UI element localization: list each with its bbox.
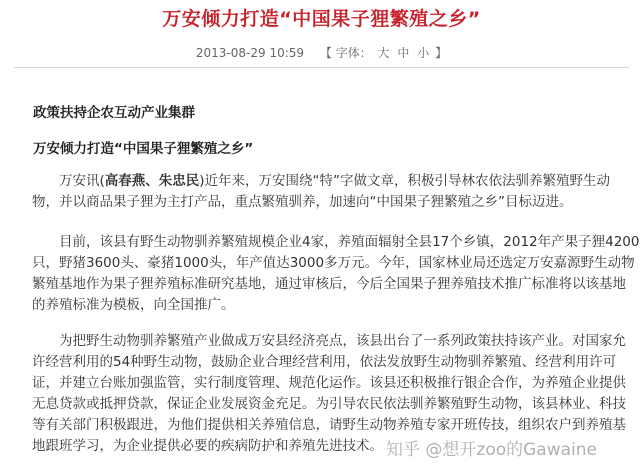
paragraph-line: 无息贷款或抵押贷款，保证企业发展资金充足。为引导农民依法驯养繁殖野生动物，该县林业、科技 bbox=[32, 396, 626, 412]
paragraph-line: 物，并以商品果子狸为主打产品，重点繁殖驯养，加速向“中国果子狸繁殖之乡”目标迈进。 bbox=[32, 194, 573, 210]
font-size-small-link[interactable]: 小 bbox=[417, 46, 430, 60]
author-names: 高春燕、朱忠民 bbox=[104, 173, 200, 189]
header-divider bbox=[14, 67, 629, 68]
paragraph-line: 目前，该县有野生动物驯养繁殖规模企业4家，养殖面辐射全县17个乡镇，2012年产果子狸4200 bbox=[59, 234, 640, 250]
watermark: 知乎 @想开zoo的Gawaine bbox=[386, 440, 597, 460]
paragraph-line: 等有关部门积极跟进，为他们提供相关养殖信息，请野生动物养殖专家开班传技，组织农户到养殖基 bbox=[32, 417, 626, 433]
paragraph-line: 为把野生动物驯养繁殖产业做成万安县经济亮点，该县出台了一系列政策扶持该产业。对国家允 bbox=[59, 333, 626, 349]
article-paragraph-2 bbox=[32, 232, 640, 316]
font-size-label: 【 字体： bbox=[319, 46, 372, 60]
paragraph-line: 的养殖标准为模板，向全国推广。 bbox=[32, 297, 235, 313]
publish-date: 2013-08-29 10:59 bbox=[195, 46, 305, 60]
font-size-medium-link[interactable]: 中 bbox=[397, 46, 410, 60]
article-meta bbox=[0, 44, 643, 61]
paragraph-line: 只，野猪3600头、豪猪1000头，年产值达3000多万元。今年，国家林业局还选定万安嘉源野生动物 bbox=[32, 255, 635, 271]
article-title: 万安倾力打造“中国果子狸繁殖之乡” bbox=[162, 8, 481, 30]
sub-heading: 万安倾力打造“中国果子狸繁殖之乡” bbox=[33, 141, 254, 157]
paragraph-line: 证，并建立台账加强监管，实行制度管理、规范化运作。该县还积极推行银企合作，为养殖企业提供 bbox=[32, 375, 626, 391]
paragraph-line: 许经营利用的54种野生动物，鼓励企业合理经营利用，依法发放野生动物驯养繁殖、经营利用许可 bbox=[32, 354, 617, 370]
paragraph-line: 万安讯(高春燕、朱忠民)近年来，万安围绕“特”字做文章，积极引导林农依法驯养繁殖野生动 bbox=[59, 173, 611, 189]
paragraph-line: 地跟班学习，为企业提供必要的疾病防护和养殖先进技术。 bbox=[32, 438, 383, 454]
article-paragraph-1 bbox=[32, 171, 612, 213]
font-size-large-link[interactable]: 大 bbox=[377, 46, 390, 60]
paragraph-line: 繁殖基地作为果子狸养殖标准研究基地，通过审核后，今后全国果子狸养殖技术推广标准将以该基地 bbox=[32, 276, 626, 292]
font-size-close-bracket: 】 bbox=[435, 46, 448, 60]
section-heading: 政策扶持企农互动产业集群 bbox=[33, 105, 195, 121]
